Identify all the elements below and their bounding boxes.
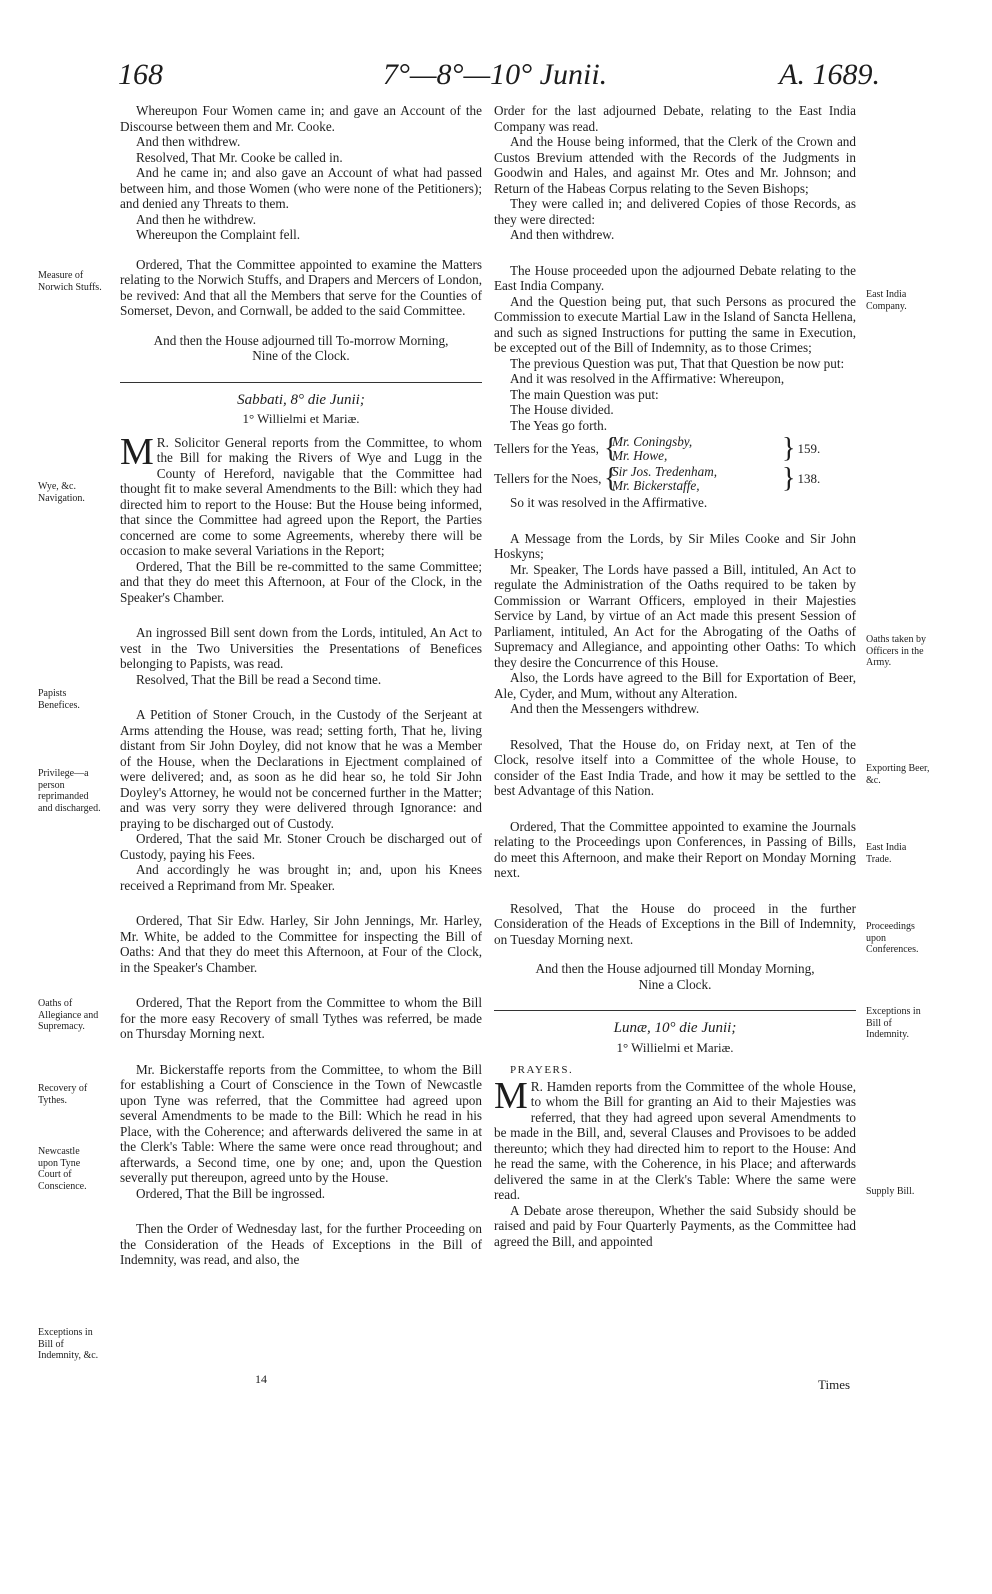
paragraph: An ingrossed Bill sent down from the Lords, intituled, An Act to vest in the Two Universities the Presentations of Benefices belonging to Papists, was read. (120, 625, 482, 671)
paragraph: And the House being informed, that the Clerk of the Crown and Custos Brevium attended with the Records of the Judgments in Goodwin and Hales, and against Mr. Otes and Mr. Johnson; and Return of the Habeas Corpus relating to the Seven Bishops; (494, 134, 856, 196)
brace: { (604, 433, 618, 464)
margin-note: Exceptions in Bill of Indemnity, &c. (38, 1327, 99, 1361)
day-title: Sabbati, 8° die Junii; (237, 391, 365, 408)
drop-cap: M (120, 430, 154, 473)
margin-note: Oaths of Allegiance and Supremacy. (38, 998, 99, 1032)
paragraph: And then withdrew. (510, 227, 615, 242)
paragraph: Ordered, That the Report from the Committee to whom the Bill for the more easy Recovery of small Tythes was referred, be made on Thursday Morning next. (120, 995, 482, 1041)
adjournment: And then the House adjourned till To-morrow Morning, Nine of the Clock. (153, 332, 449, 363)
paragraph: Ordered, That the Committee appointed to examine the Matters relating to the Norwich Stuffs, and Drapers and Mercers of London, be revived: And that all the Members that serve for the Counties of Somerset, Devon, and Cornwall, be added to the said Committee. (120, 256, 482, 318)
paragraph: Resolved, That the Bill be read a Second time. (136, 671, 382, 687)
right-column (494, 103, 856, 1249)
margin-note: Recovery of Tythes. (38, 1083, 88, 1106)
tellers-noes (494, 465, 856, 493)
running-head-year: A. 1689. (779, 58, 880, 91)
tellers-yeas (494, 435, 856, 463)
margin-note: Privilege—a person reprimanded and discharged. (38, 768, 101, 814)
paragraph: Mr. Bickerstaffe reports from the Committee, to whom the Bill for establishing a Court of Conscience in the Town of Newcastle upon Tyne was referred, that the Committee had agreed upon several Amendments to be made to the Bill: Which he read in his Place, with the Coherence; and afterwards delivered the same in at the Clerk's Table: Where the same were once read throughout; and afterwards, a Second time, one by one; and, upon the Question severally put thereupon, agreed unto by the House. (120, 1061, 482, 1185)
running-head-dates: 7°—8°—10° Junii. (382, 58, 608, 91)
vote-count: } 159. (782, 433, 821, 465)
paragraph: M R. Solicitor General reports from the Committee, to whom the Bill for making the Rivers of Wye and Lugg in the County of Hereford, navigable that the Committee had thought fit to make several Amendments to the Bill: which they had directed him to report to the House: But the House being informed, that since the Committee had agreed upon the Report, the Parties concerned are come to some Agreements, whereby there will be occasion to make several Variations in the Report; (120, 430, 482, 558)
margin-note: East India Company. (866, 289, 907, 312)
divider (494, 1010, 856, 1011)
margin-note: Supply Bill. (866, 1186, 915, 1197)
paragraph: And then withdrew. (136, 134, 241, 149)
paragraph: Ordered, That Sir Edw. Harley, Sir John Jennings, Mr. Harley, Mr. White, be added to the Committee for inspecting the Bill of Oaths: And that they do meet this Afternoon, at Four of the Clock, in the Speaker's Chamber. (120, 913, 482, 975)
paragraph: The House divided. (510, 402, 614, 417)
teller-names: Sir Jos. Tredenham, Mr. Bickerstaffe, (612, 464, 718, 493)
paragraph: And it was resolved in the Affirmative: Whereupon, (510, 371, 785, 386)
catchword: Times (818, 1377, 851, 1392)
signature-mark: 14 (255, 1372, 267, 1386)
paragraph: Also, the Lords have agreed to the Bill for Exportation of Beer, Ale, Cyder, and Mum, without any Alteration. (494, 670, 856, 701)
paragraph: Whereupon Four Women came in; and gave an Account of the Discourse between them and Mr. Cooke. (120, 103, 482, 134)
paragraph: Order for the last adjourned Debate, relating to the East India Company was read. (494, 103, 856, 134)
paragraph: They were called in; and delivered Copies of those Records, as they were directed: (494, 196, 856, 227)
paragraph: M R. Hamden reports from the Committee of the whole House, to whom the Bill for granting an Aid to their Majesties was referred, that they had agreed upon several Amendments to be made in the Bill, and, several Clauses and Provisoes to be added thereunto; which they had directed him to report to the House: And he read the same, with the Coherence, in his Place; and afterwards delivered the same in at the Clerk's Table: Where the same were read. (494, 1074, 856, 1202)
page-number: 168 (118, 58, 163, 91)
margin-note: Exporting Beer, &c. (866, 763, 930, 786)
left-column (120, 103, 482, 1268)
paragraph: The Yeas go forth. (510, 417, 608, 433)
margin-note: Oaths taken by Officers in the Army. (866, 634, 926, 668)
adjournment: And then the House adjourned till Monday Morning, Nine a Clock. (535, 961, 815, 992)
paragraph: A Debate arose thereupon, Whether the said Subsidy should be raised and paid by Four Quarterly Payments, as the Committee had agreed the Bill, and appointed (494, 1202, 856, 1249)
margin-note: East India Trade. (866, 842, 907, 865)
page-header (110, 58, 880, 98)
paragraph: Ordered, That the said Mr. Stoner Crouch be discharged out of Custody, paying his Fees. (120, 831, 482, 862)
margin-note: Exceptions in Bill of Indemnity. (866, 1006, 921, 1040)
paragraph: And then the Messengers withdrew. (510, 701, 700, 716)
margin-note: Newcastle upon Tyne Court of Conscience. (38, 1146, 87, 1192)
day-title: Lunæ, 10° die Junii; (613, 1020, 737, 1036)
vote-count: } 138. (782, 463, 821, 495)
paragraph: So it was resolved in the Affirmative. (510, 495, 708, 510)
paragraph: Mr. Speaker, The Lords have passed a Bill, intituled, An Act to regulate the Administration of the Oaths required to be taken by Commission or Warrant Officers, employed in their Majesties Service by Land, by virtue of an Act made this present Session of Parliament, intituled, An Act for the Abrogating of the Oaths of Supremacy and Allegiance, and appointing other Oaths: To which they desire the Concurrence of this House. (494, 561, 856, 670)
margin-note: Wye, &c. Navigation. (38, 481, 85, 504)
paragraph: Ordered, That the Committee appointed to examine the Journals relating to the Proceedings upon Conferences, in Passing of Bills, do meet this Afternoon, and make their Report on Monday Morning next. (494, 818, 856, 880)
regnal-year: 1° Willielmi et Mariæ. (242, 411, 360, 426)
drop-cap: M (494, 1074, 528, 1117)
paragraph: Whereupon the Complaint fell. (136, 227, 301, 242)
paragraph: The House proceeded upon the adjourned Debate relating to the East India Company. (494, 262, 856, 293)
paragraph: The previous Question was put, That that Question be now put: (510, 355, 845, 371)
paragraph: A Message from the Lords, by Sir Miles Cooke and Sir John Hoskyns; (494, 530, 856, 561)
paragraph: Ordered, That the Bill be ingrossed. (136, 1185, 326, 1201)
paragraph: Ordered, That the Bill be re-committed to the same Committee; and that they do meet this Afternoon, at Four of the Clock, in the Speaker's Chamber. (120, 558, 482, 605)
margin-note: Proceedings upon Conferences. (866, 921, 919, 955)
paragraph: The main Question was put: (510, 386, 659, 402)
divider (120, 382, 482, 383)
margin-note: Measure of Norwich Stuffs. (38, 270, 102, 293)
paragraph: And the Question being put, that such Persons as procured the Commission to execute Martial Law in the Island of Sancta Hellena, and such as signed Instructions for putting the same in Execution, be excepted out of the Bill of Indemnity, as to those Crimes; (494, 293, 856, 355)
paragraph: And accordingly he was brought in; and, upon his Knees received a Reprimand from Mr. Speaker. (120, 862, 482, 893)
paragraph: Resolved, That the House do, on Friday next, at Ten of the Clock, resolve itself into a Committee of the whole House, to consider of the East India Trade, and how it may be settled to the best Advantage of this Nation. (494, 736, 856, 798)
paragraph: Resolved, That Mr. Cooke be called in. (136, 149, 343, 165)
paragraph: Resolved, That the House do proceed in the further Consideration of the Heads of Exceptions in the Bill of Indemnity, on Tuesday Morning next. (494, 900, 856, 947)
paragraph: A Petition of Stoner Crouch, in the Custody of the Serjeant at Arms attending the House, was read; setting forth, That he, living distant from Sir John Doyley, did not know that he was a Member of the House, when the Declarations in Ejectment complained of were delivered; and, as soon as he did hear so, he told Sir John Doyley's Attorney, he would not be concerned further in the Matter; and was very sorry they were delivered through Ignorance: and praying to be discharged out of Custody. (120, 707, 482, 831)
prayers-heading: PRAYERS. (510, 1064, 574, 1076)
brace: { (604, 463, 618, 494)
margin-note: Papists Benefices. (38, 688, 80, 711)
paragraph: And he came in; and also gave an Account of what had passed between him, and those Women (who were none of the Petitioners); and denied any Threats to them. (120, 165, 482, 211)
tellers-label: Tellers for the Noes, (494, 471, 602, 487)
tellers-label: Tellers for the Yeas, (494, 441, 599, 457)
paragraph: And then he withdrew. (136, 211, 257, 227)
teller-names: Mr. Coningsby, Mr. Howe, (612, 434, 693, 463)
paragraph: Then the Order of Wednesday last, for the further Proceeding on the Consideration of the Heads of Exceptions in the Bill of Indemnity, was read, and also, the (120, 1221, 482, 1267)
regnal-year: 1° Willielmi et Mariæ. (616, 1039, 734, 1055)
